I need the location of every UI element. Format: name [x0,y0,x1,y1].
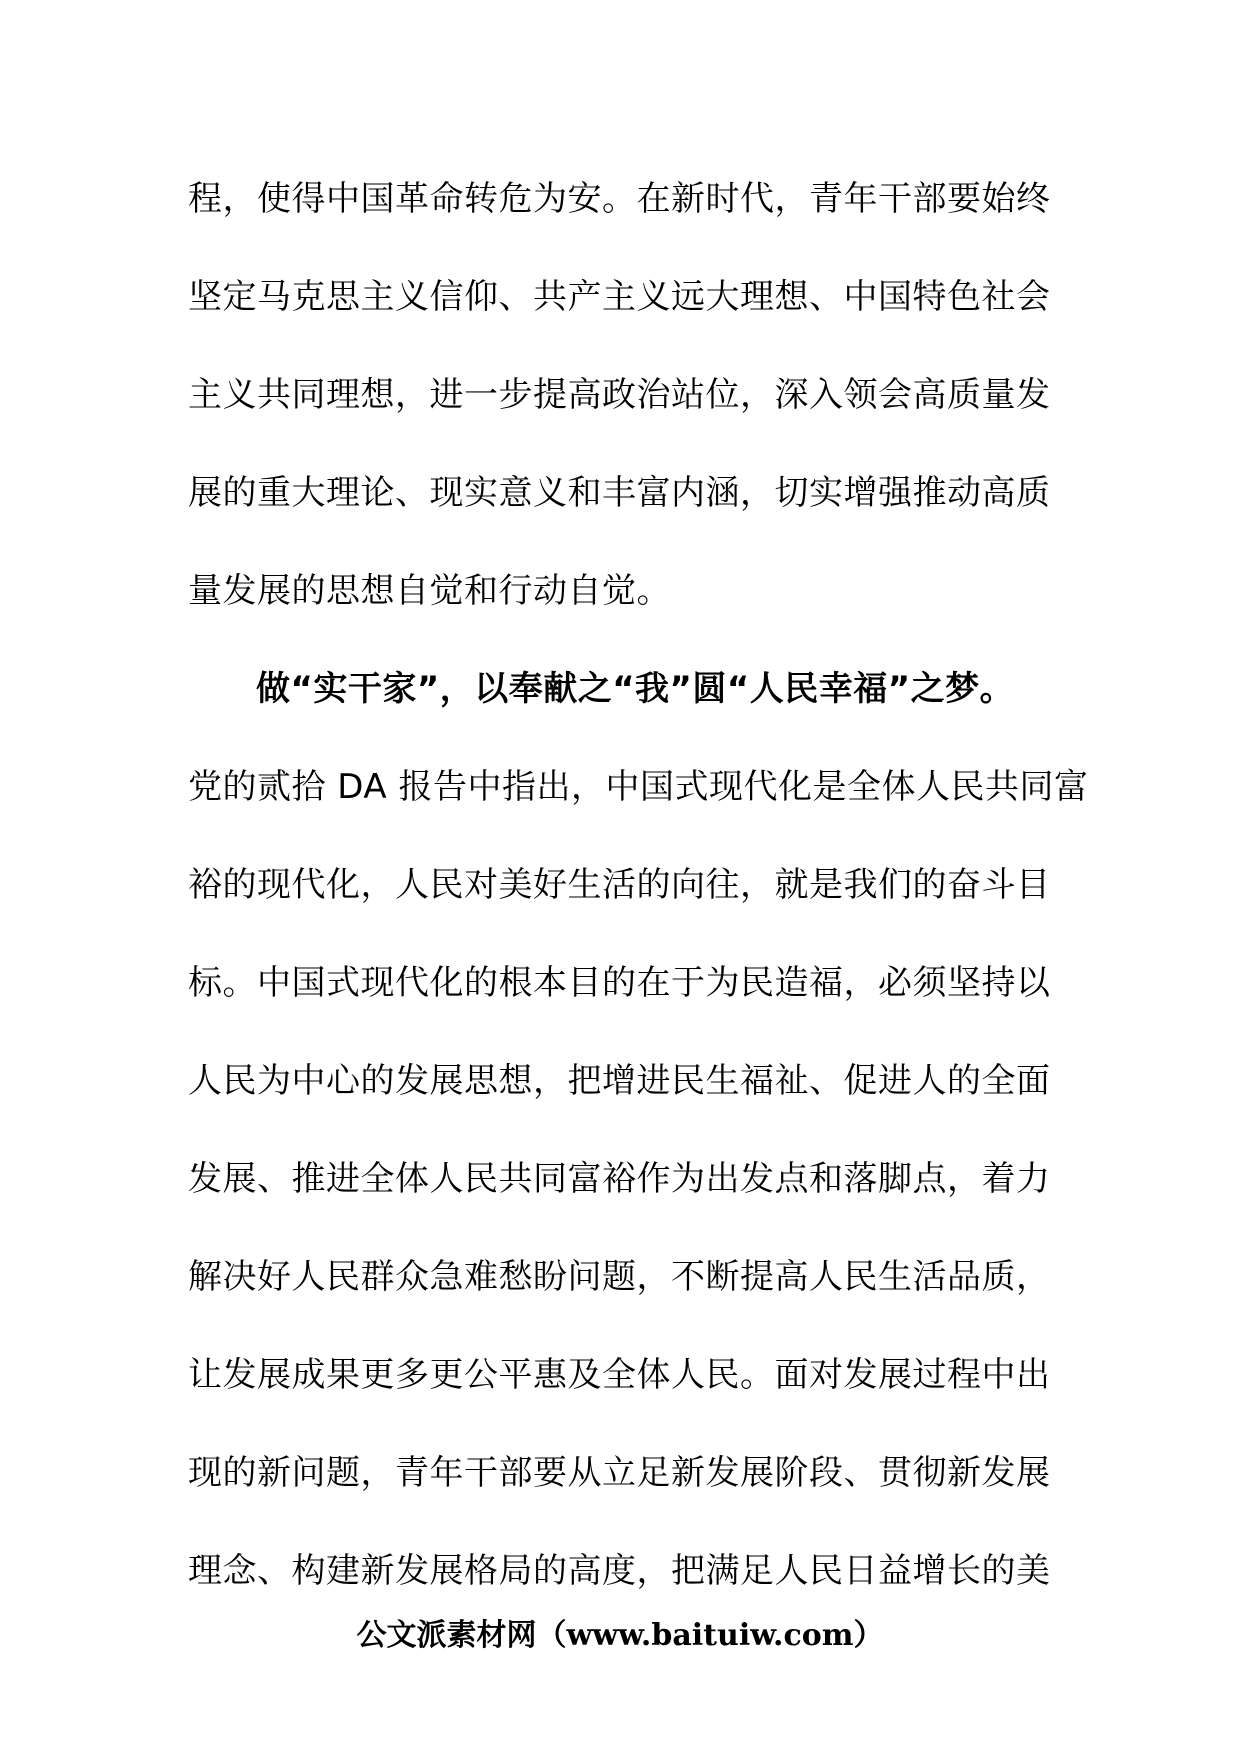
body-line: 主义共同理想，进一步提高政治站位，深入领会高质量发 [188,375,1051,415]
body-line: 程，使得中国革命转危为安。在新时代，青年干部要始终 [188,179,1051,219]
paragraph-line: 解决好人民群众急难愁盼问题，不断提高人民生活品质， [188,1257,1051,1297]
paragraph-line: 理念、构建新发展格局的高度，把满足人民日益增长的美 [188,1551,1051,1591]
paragraph-line: 让发展成果更多更公平惠及全体人民。面对发展过程中出 [188,1355,1051,1395]
document-body [188,150,1088,1620]
paragraph-line: 现的新问题，青年干部要从立足新发展阶段、贯彻新发展 [188,1453,1051,1493]
paragraph-line: 裕的现代化，人民对美好生活的向往，就是我们的奋斗目 [188,865,1051,905]
paragraph-line: 党的贰拾 DA 报告中指出，中国式现代化是全体人民共同富 [188,767,1089,807]
paragraph-line: 人民为中心的发展思想，把增进民生福祉、促进人的全面 [188,1061,1051,1101]
section-heading: 做“实干家”，以奉献之“我”圆“人民幸福”之梦。 [256,669,1015,709]
paragraph-line: 标。中国式现代化的根本目的在于为民造福，必须坚持以 [188,963,1051,1003]
page-footer: 公文派素材网（www.baituiw.com） [356,1618,884,1653]
body-line: 坚定马克思主义信仰、共产主义远大理想、中国特色社会 [188,277,1051,317]
body-line: 量发展的思想自觉和行动自觉。 [188,571,671,611]
body-line: 展的重大理论、现实意义和丰富内涵，切实增强推动高质 [188,473,1051,513]
paragraph-line: 发展、推进全体人民共同富裕作为出发点和落脚点，着力 [188,1159,1051,1199]
